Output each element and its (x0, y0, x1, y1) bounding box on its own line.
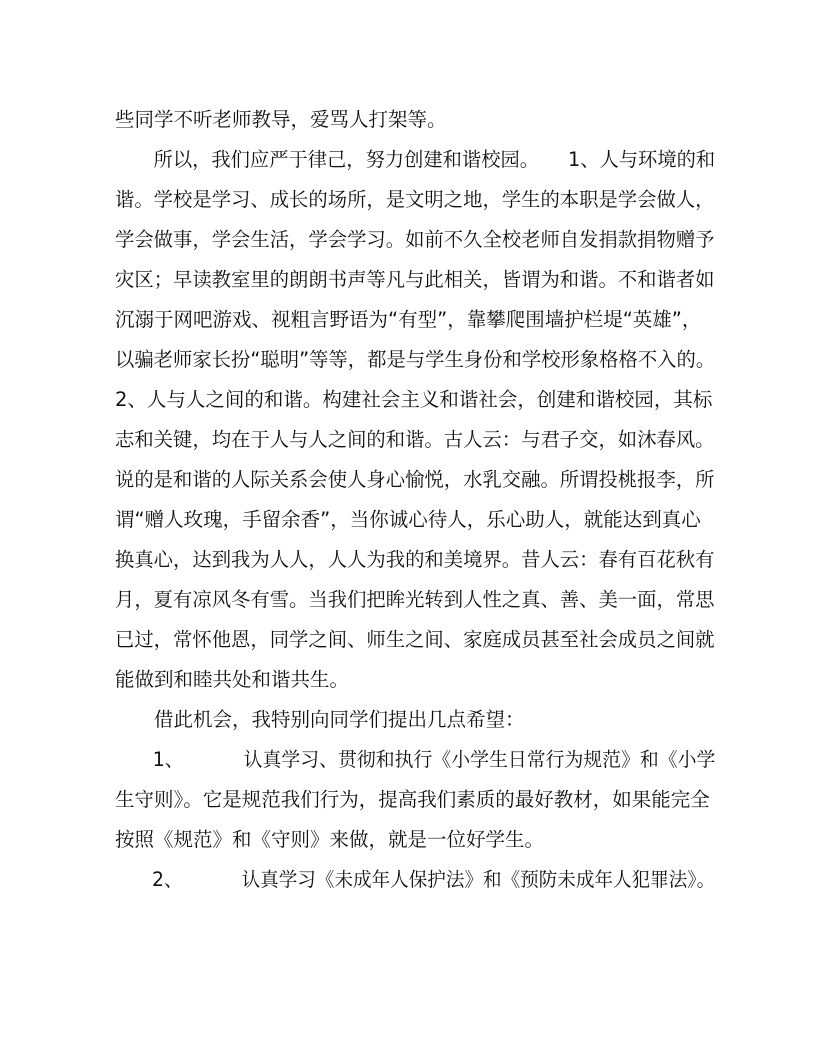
text-line: 生守则》。它是规范我们行为，提高我们素质的最好教材，如果能完全 (115, 788, 710, 811)
text-line: 按照《规范》和《守则》来做，就是一位好学生。 (115, 828, 545, 851)
text-line: 2、人与人之间的和谐。构建社会主义和谐社会，创建和谐校园，其标 (115, 388, 713, 411)
text-line: 能做到和睦共处和谐共生。 (115, 668, 350, 691)
list-number: 2、 (115, 868, 183, 891)
list-item-text: 认真学习、贯彻和执行《小学生日常行为规范》和《小学 (243, 748, 716, 771)
text-line: 谓“赠人玫瑰，手留余香”，当你诚心待人，乐心助人，就能达到真心 (115, 508, 701, 531)
text-line: 换真心，达到我为人人，人人为我的和美境界。昔人云：春有百花秋有 (115, 548, 715, 571)
list-item-text: 认真学习《未成年人保护法》和《预防未成年人犯罪法》。 (241, 868, 716, 891)
text-line: 沉溺于网吧游戏、视粗言野语为“有型”，靠攀爬围墙护栏堤“英雄”， (115, 308, 702, 331)
list-number: 1、 (115, 748, 184, 771)
text-line: 志和关键，均在于人与人之间的和谐。古人云：与君子交，如沐春风。 (115, 428, 715, 451)
text-line: 谐。学校是学习、成长的场所，是文明之地，学生的本职是学会做人， (115, 188, 715, 211)
text-line: 学会做事，学会生活，学会学习。如前不久全校老师自发捐款捐物赠予 (115, 228, 715, 251)
text-line: 以骗老师家长扮“聪明”等等，都是与学生身份和学校形象格格不入的。 (115, 348, 716, 371)
list-item-1 (115, 742, 715, 778)
text-line: 借此机会，我特别向同学们提出几点希望： (115, 708, 525, 731)
text-line: 已过，常怀他恩，同学之间、师生之间、家庭成员甚至社会成员之间就 (115, 628, 715, 651)
text-line: 月，夏有凉风冬有雪。当我们把眸光转到人性之真、善、美一面，常思 (115, 588, 715, 611)
text-line: 说的是和谐的人际关系会使人身心愉悦，水乳交融。所谓投桃报李，所 (115, 468, 715, 491)
text-line: 所以，我们应严于律己，努力创建和谐校园。 1、人与环境的和 (115, 148, 716, 171)
text-line: 些同学不听老师教导，爱骂人打架等。 (115, 108, 447, 131)
text-line: 灾区；早读教室里的朗朗书声等凡与此相关，皆谓为和谐。不和谐者如 (115, 268, 715, 291)
list-item-2 (115, 862, 715, 898)
